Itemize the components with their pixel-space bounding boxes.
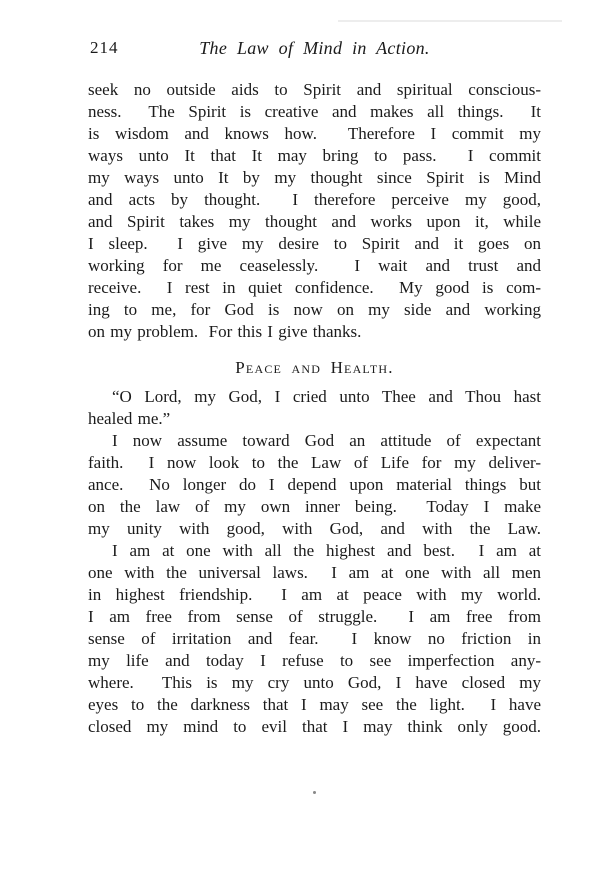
text-line: ing to me, for God is now on my side and working xyxy=(88,300,541,319)
text-line: ance. No longer do I depend upon material things but xyxy=(88,475,541,494)
text-line: on my problem. For this I give thanks. xyxy=(88,322,362,341)
text-block xyxy=(88,36,541,738)
text-line: I am free from sense of struggle. I am free from xyxy=(88,607,541,626)
page-number: 214 xyxy=(90,38,119,57)
section-heading: Peace and Health. xyxy=(235,358,394,377)
text-line: ways unto It that It may bring to pass. I commit xyxy=(88,146,541,165)
text-line: I sleep. I give my desire to Spirit and it goes on xyxy=(88,234,541,253)
paragraph xyxy=(88,540,541,738)
text-line: in highest friendship. I am at peace with my world. xyxy=(88,585,541,604)
text-line: faith. I now look to the Law of Life for my deliver- xyxy=(88,453,541,472)
running-title: The Law of Mind in Action. xyxy=(199,38,430,58)
scan-speck xyxy=(313,791,316,794)
text-line: my life and today I refuse to see imperfection any- xyxy=(88,651,541,670)
text-line: and acts by thought. I therefore perceive my good, xyxy=(88,190,541,209)
text-line: eyes to the darkness that I may see the light. I have xyxy=(88,695,541,714)
scan-artifact-line xyxy=(338,20,562,22)
text-line: one with the universal laws. I am at one with all men xyxy=(88,563,541,582)
text-line: working for me ceaselessly. I wait and trust and xyxy=(88,256,541,275)
text-line: I am at one with all the highest and best. I am at xyxy=(112,541,541,560)
text-line: my ways unto It by my thought since Spirit is Mind xyxy=(88,168,541,187)
text-line: and Spirit takes my thought and works upon it, while xyxy=(88,212,541,231)
text-line: receive. I rest in quiet confidence. My good is com- xyxy=(88,278,541,297)
text-line: closed my mind to evil that I may think only good. xyxy=(88,717,541,736)
text-line: “O Lord, my God, I cried unto Thee and Thou hast xyxy=(112,387,541,406)
paragraph xyxy=(88,430,541,540)
text-line: healed me.” xyxy=(88,409,171,428)
body-text xyxy=(88,79,541,738)
text-line: I now assume toward God an attitude of expectant xyxy=(112,431,541,450)
text-line: seek no outside aids to Spirit and spiritual conscious- xyxy=(88,80,541,99)
text-line: sense of irritation and fear. I know no friction in xyxy=(88,629,541,648)
text-line: where. This is my cry unto God, I have closed my xyxy=(88,673,541,692)
paragraph xyxy=(88,79,541,343)
text-line: my unity with good, with God, and with the Law. xyxy=(88,519,541,538)
text-line: on the law of my own inner being. Today I make xyxy=(88,497,541,516)
text-line: ness. The Spirit is creative and makes all things. It xyxy=(88,102,541,121)
paragraph xyxy=(88,386,541,430)
text-line: is wisdom and knows how. Therefore I commit my xyxy=(88,124,541,143)
page-header xyxy=(88,36,541,60)
